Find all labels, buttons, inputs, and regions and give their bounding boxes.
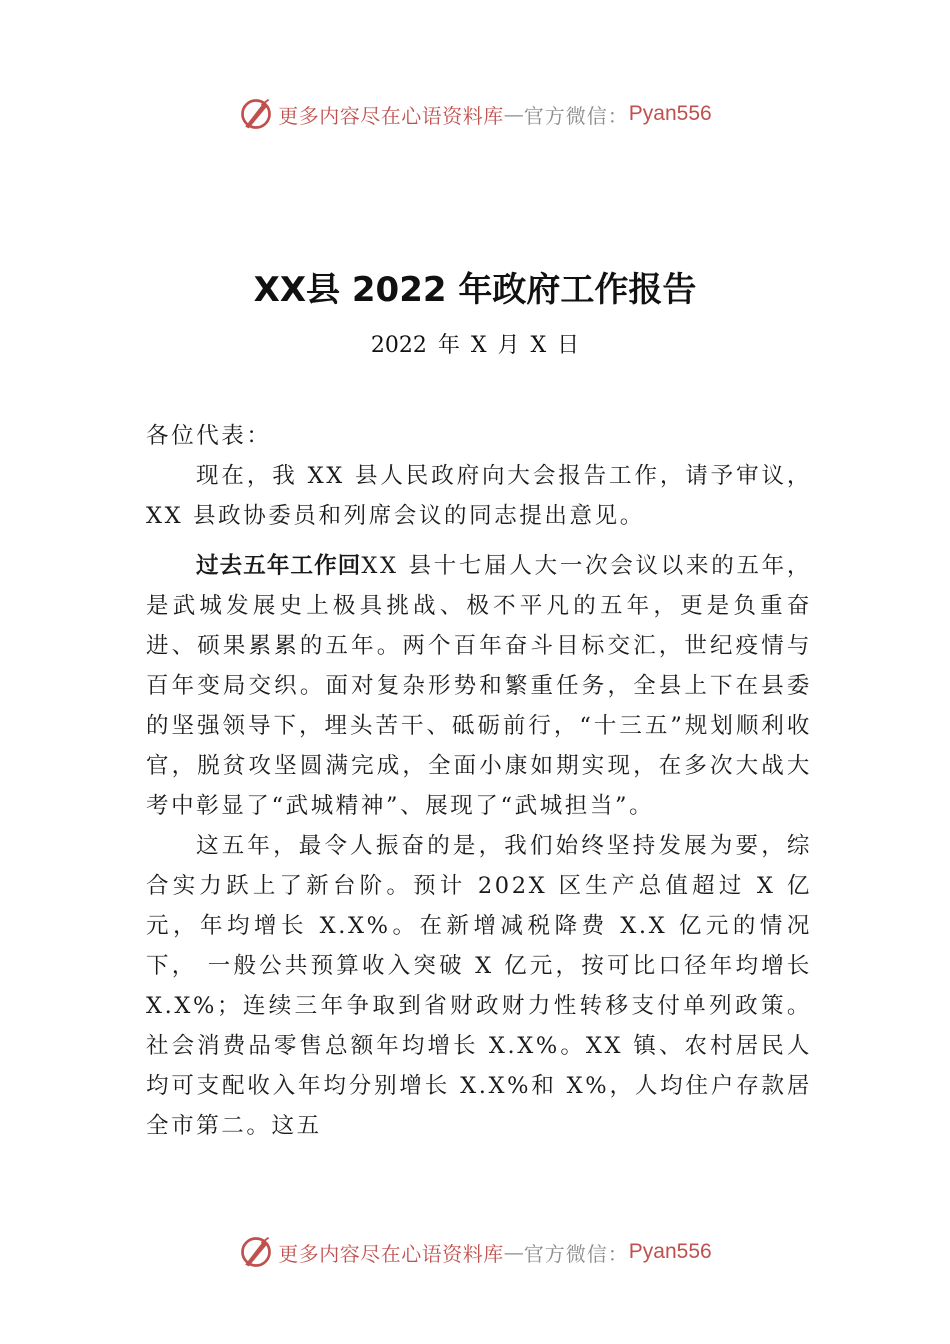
paragraph-3: 这五年，最令人振奋的是，我们始终坚持发展为要，综合实力跃上了新台阶。预计 202X 区生产总值超过 X 亿元，年均增长 X.X%。在新增减税降费 X.X 亿元的情况下， 一般公共预算收入突破 X 亿元，按可比口径年均增长 X.X%；连续三年争取到省财政财力性转移支付单列政策。社会消费品零售总额年均增长 X.X%。XX 镇、农村居民人均可支配收入年均分别增长 X.X%和 X%，人均住户存款居全市第二。这五 (146, 833, 812, 1139)
paragraph-2-lead: 过去五年工作回 (196, 553, 362, 579)
quill-logo-icon (238, 1234, 274, 1270)
banner-dash: — (503, 1240, 524, 1264)
banner-dash: — (503, 102, 524, 126)
banner-wechat-label: 官方微信： (523, 103, 629, 128)
banner-wechat-id: Pyan556 (628, 1240, 712, 1263)
banner-text: 更多内容尽在心语资料库 (278, 103, 504, 128)
quill-logo-icon (238, 96, 274, 132)
banner-wechat-label: 官方微信： (523, 1241, 629, 1266)
paragraph-2-body: XX 县十七届人大一次会议以来的五年，是武城发展史上极具挑战、极不平凡的五年，更是负重奋进、硕果累累的五年。两个百年奋斗目标交汇，世纪疫情与百年变局交织。面对复杂形势和繁重任务，全县上下在县委的坚强领导下，埋头苦干、砥砺前行，“十三五”规划顺利收官，脱贫攻坚圆满完成，全面小康如期实现，在多次大战大考中彰显了“武城精神”、展现了“武城担当”。 (146, 553, 812, 819)
document-body (146, 416, 812, 1146)
paragraph-2 (146, 546, 812, 826)
document-title: XX县 2022 年政府工作报告 (253, 270, 697, 310)
header-banner (0, 94, 950, 134)
salutation: 各位代表： (146, 423, 272, 449)
banner-wechat-id: Pyan556 (628, 102, 712, 125)
banner-text: 更多内容尽在心语资料库 (278, 1241, 504, 1266)
document-date: 2022 年 X 月 X 日 (370, 333, 580, 358)
footer-banner (0, 1232, 950, 1272)
paragraph-1: 现在，我 XX 县人民政府向大会报告工作，请予审议， XX 县政协委员和列席会议的同志提出意见。 (146, 463, 812, 529)
